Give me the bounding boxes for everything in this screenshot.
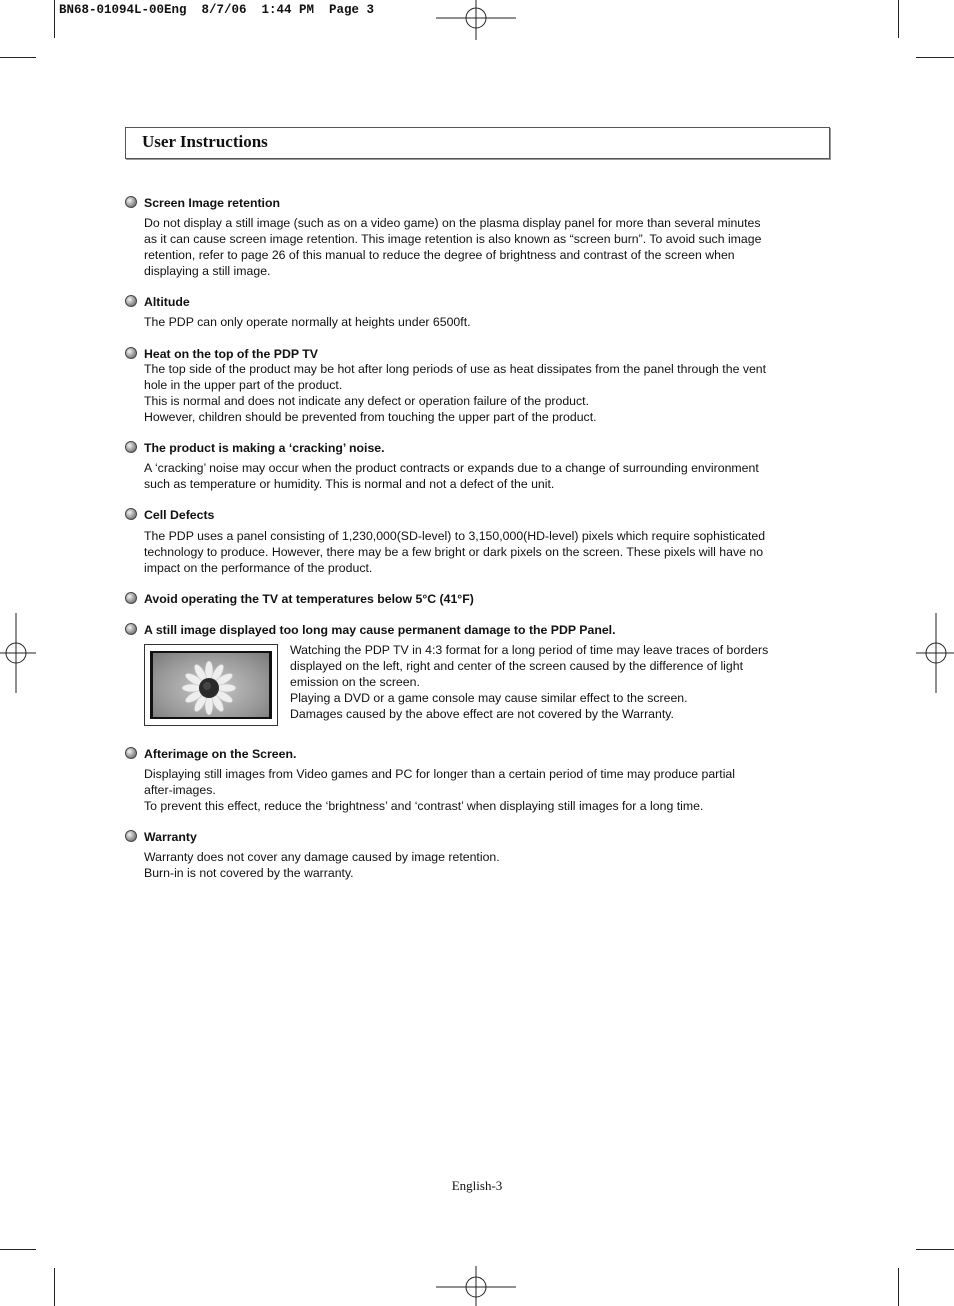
section-altitude — [125, 294, 795, 334]
body-line: retention, refer to page 26 of this manual to reduce the degree of brightness and contrast of the screen when — [144, 248, 735, 262]
flower-image — [153, 653, 269, 717]
body-line: as it can cause screen image retention. This image retention is also known as “screen burn”. To avoid such image — [144, 232, 762, 246]
body-line: Warranty does not cover any damage caused by image retention. — [144, 850, 500, 864]
tv-screen-frame — [150, 651, 272, 719]
page-title: User Instructions — [142, 132, 268, 151]
section-heading: Screen Image retention — [144, 196, 280, 210]
section-heading: Cell Defects — [144, 508, 215, 522]
body-line: Burn-in is not covered by the warranty. — [144, 866, 354, 880]
crop-mark — [898, 0, 899, 38]
page-number: English-3 — [451, 1178, 503, 1193]
tv-screen — [153, 653, 269, 717]
crop-mark — [54, 0, 55, 38]
body-line: The PDP can only operate normally at heights under 6500ft. — [144, 315, 471, 329]
section-body — [144, 361, 794, 425]
section-warranty — [125, 829, 795, 885]
body-line: impact on the performance of the product. — [144, 561, 373, 575]
bullet-icon — [125, 747, 137, 759]
section-heading: Warranty — [144, 830, 197, 844]
body-line: after-images. — [144, 783, 216, 797]
body-line: Damages caused by the above effect are not covered by the Warranty. — [290, 707, 674, 721]
section-still-image-damage — [125, 622, 795, 638]
body-line: hole in the upper part of the product. — [144, 378, 343, 392]
bullet-icon — [125, 295, 137, 307]
section-temperature-warning — [125, 591, 795, 607]
bullet-icon — [125, 592, 137, 604]
section-body — [144, 215, 794, 279]
body-line: technology to produce. However, there may be a few bright or dark pixels on the screen. These pixels will have no — [144, 545, 764, 559]
body-line: Do not display a still image (such as on a video game) on the plasma display panel for more than several minutes — [144, 216, 761, 230]
registration-mark-left — [0, 613, 36, 693]
body-line: The PDP uses a panel consisting of 1,230,000(SD-level) to 3,150,000(HD-level) pixels which require sophisticated — [144, 529, 766, 543]
still-image-description — [290, 642, 790, 722]
crop-mark — [916, 57, 954, 58]
section-body — [144, 766, 794, 814]
body-line: Playing a DVD or a game console may cause similar effect to the screen. — [290, 691, 688, 705]
crop-mark — [0, 57, 36, 58]
section-body — [144, 528, 794, 576]
registration-mark-top — [436, 0, 516, 40]
crop-mark — [54, 1268, 55, 1306]
section-heading: Avoid operating the TV at temperatures below 5°C (41°F) — [144, 592, 474, 606]
body-line: A ‘cracking’ noise may occur when the product contracts or expands due to a change of surrounding environment — [144, 461, 759, 475]
section-cell-defects — [125, 507, 795, 579]
registration-mark-bottom — [436, 1266, 516, 1306]
body-line: Watching the PDP TV in 4:3 format for a long period of time may leave traces of borders — [290, 643, 769, 657]
body-line: such as temperature or humidity. This is normal and not a defect of the unit. — [144, 477, 555, 491]
body-line: The top side of the product may be hot after long periods of use as heat dissipates from the panel through the vent — [144, 362, 767, 376]
print-slug: BN68-01094L-00Eng 8/7/06 1:44 PM Page 3 — [59, 3, 375, 17]
body-line: Displaying still images from Video games and PC for longer than a certain period of time may produce partial — [144, 767, 736, 781]
section-heading: Afterimage on the Screen. — [144, 747, 297, 761]
section-heading: A still image displayed too long may cause permanent damage to the PDP Panel. — [144, 623, 616, 637]
section-cracking-noise — [125, 440, 795, 496]
section-body — [144, 849, 794, 881]
body-line: To prevent this effect, reduce the ‘brightness’ and ‘contrast’ when displaying still images for a long time. — [144, 799, 704, 813]
bullet-icon — [125, 196, 137, 208]
bullet-icon — [125, 441, 137, 453]
bullet-icon — [125, 508, 137, 520]
crop-mark — [916, 1249, 954, 1250]
crop-mark — [0, 1249, 36, 1250]
section-heat-on-top — [125, 346, 795, 428]
crop-mark — [898, 1268, 899, 1306]
section-heading: Altitude — [144, 295, 190, 309]
section-heading: Heat on the top of the PDP TV — [144, 347, 318, 361]
bullet-icon — [125, 830, 137, 842]
bullet-icon — [125, 623, 137, 635]
bullet-icon — [125, 347, 137, 359]
section-body — [144, 314, 794, 330]
section-afterimage — [125, 746, 795, 818]
still-image-illustration — [144, 644, 278, 726]
registration-mark-right — [916, 613, 954, 693]
title-box — [125, 127, 830, 159]
section-heading: The product is making a ‘cracking’ noise. — [144, 441, 385, 455]
body-line: displayed on the left, right and center of the screen caused by the difference of light — [290, 659, 743, 673]
body-line: This is normal and does not indicate any defect or operation failure of the product. — [144, 394, 589, 408]
section-body — [144, 460, 794, 492]
body-line: displaying a still image. — [144, 264, 271, 278]
body-line: However, children should be prevented from touching the upper part of the product. — [144, 410, 597, 424]
body-line: emission on the screen. — [290, 675, 420, 689]
section-screen-image-retention — [125, 195, 795, 285]
